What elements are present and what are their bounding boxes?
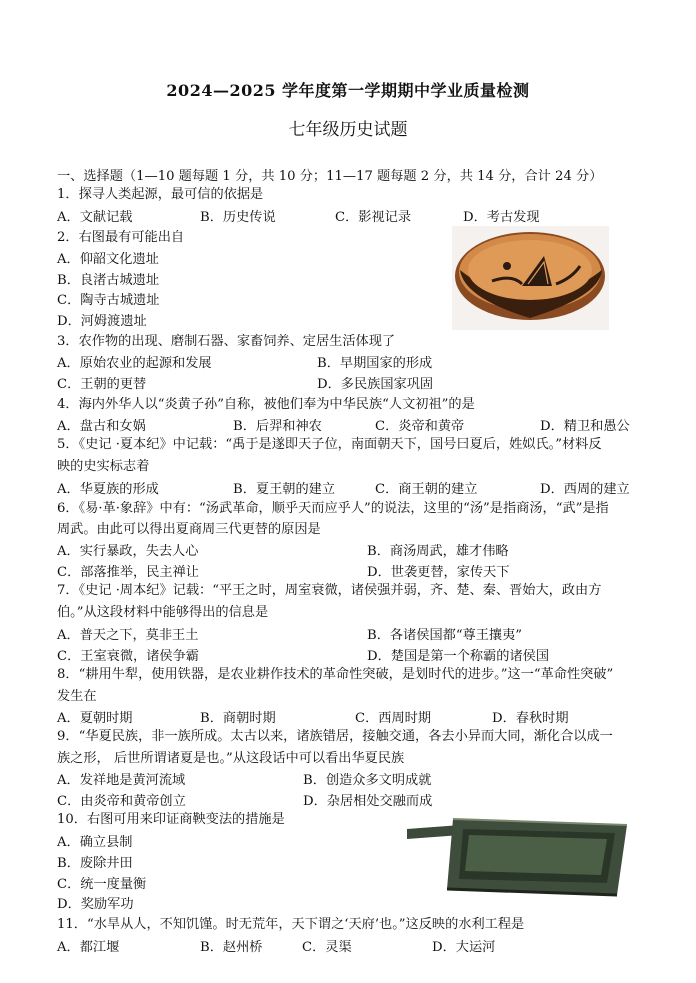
exam-subtitle: 七年级历史试题 (288, 120, 408, 140)
q1-option-a: A．文献记载 (57, 210, 133, 225)
q2-stem: 2．右图最有可能出自 (57, 230, 185, 245)
q7-option-a: A．普天之下，莫非王土 (57, 628, 199, 643)
q6-option-b: B．商汤周武，雄才伟略 (367, 544, 509, 559)
q10-option-b: B．废除井田 (57, 856, 133, 871)
q9-option-a: A．发祥地是黄河流域 (57, 773, 186, 788)
q6-option-d: D．世袭更替，家传天下 (367, 565, 510, 580)
q8-option-d: D．春秋时期 (492, 711, 569, 726)
pottery-basin-image (452, 226, 609, 330)
q8-option-c: C．西周时期 (355, 711, 432, 726)
q1-stem: 1．探寻人类起源，最可信的依据是 (57, 187, 264, 202)
q5-stem-line1: 5．《史记 ·夏本纪》中记载：“禹于是遂即天子位，南面朝天下，国号曰夏后，姓姒氏。”材料反 (57, 437, 602, 452)
q6-stem-line2: 周武。由此可以得出夏商周三代更替的原因是 (57, 522, 321, 537)
q4-option-b: B．后羿和神农 (233, 419, 322, 434)
q10-option-a: A．确立县制 (57, 835, 133, 850)
q3-option-d: D．多民族国家巩固 (317, 377, 434, 392)
q6-option-a: A．实行暴政，失去人心 (57, 544, 199, 559)
q8-option-b: B．商朝时期 (200, 711, 276, 726)
q2-option-d: D．河姆渡遗址 (57, 314, 147, 329)
q2-option-a: A．仰韶文化遗址 (57, 252, 159, 267)
q8-option-a: A．夏朝时期 (57, 711, 133, 726)
q5-option-b: B．夏王朝的建立 (233, 482, 336, 497)
q5-option-d: D．西周的建立 (540, 482, 630, 497)
section-heading: 一、选择题（1—10 题每题 1 分，共 10 分；11—17 题每题 2 分，共 14 分，合计 24 分） (57, 169, 603, 184)
q10-option-d: D．奖励军功 (57, 897, 134, 912)
q9-option-c: C．由炎帝和黄帝创立 (57, 794, 186, 809)
q7-stem-line1: 7．《史记 ·周本纪》记载：“平王之时，周室衰微，诸侯强并弱，齐、楚、秦、晋始大，政由方 (57, 583, 602, 598)
q8-stem-line1: 8．“耕用牛犁，使用铁器，是农业耕作技术的革命性突破，是划时代的进步。”这一“革命性突破” (57, 667, 614, 682)
q7-option-d: D．楚国是第一个称霸的诸侯国 (367, 649, 550, 664)
q5-option-c: C．商王朝的建立 (375, 482, 478, 497)
q4-option-a: A．盘古和女娲 (57, 419, 146, 434)
q4-option-c: C．炎帝和黄帝 (375, 419, 465, 434)
q11-option-c: C．灵渠 (302, 940, 352, 955)
q4-stem: 4．海内外华人以“炎黄子孙”自称，被他们奉为中华民族“人文初祖”的是 (57, 397, 475, 412)
q4-option-d: D．精卫和愚公 (540, 419, 630, 434)
q3-option-b: B．早期国家的形成 (317, 356, 433, 371)
q9-stem-line1: 9．“华夏民族，非一族所成。太古以来，诸族错居，接触交通，各去小异而大同，渐化合以成一 (57, 729, 613, 744)
q9-option-d: D．杂居相处交融而成 (303, 794, 433, 809)
q1-option-b: B．历史传说 (200, 210, 276, 225)
q1-option-c: C．影视记录 (335, 210, 412, 225)
q3-option-c: C．王朝的更替 (57, 377, 147, 392)
q11-option-b: B．赵州桥 (200, 940, 263, 955)
q3-option-a: A．原始农业的起源和发展 (57, 356, 212, 371)
q3-stem: 3．农作物的出现、磨制石器、家畜饲养、定居生活体现了 (57, 334, 396, 349)
q1-option-d: D．考古发现 (463, 210, 540, 225)
q9-option-b: B．创造众多文明成就 (303, 773, 432, 788)
q6-stem-line1: 6．《易·革·象辞》中有：“汤武革命，顺乎天而应乎人”的说法，这里的“汤”是指商汤，“武”是指 (57, 501, 609, 516)
q2-option-c: C．陶寺古城遗址 (57, 293, 160, 308)
q9-stem-line2: 族之形， 后世所谓诸夏是也。”从这段话中可以看出华夏民族 (57, 751, 405, 766)
q7-option-c: C．王室衰微，诸侯争霸 (57, 649, 199, 664)
q11-stem: 11．“水旱从人，不知饥馑。时无荒年，天下谓之‘天府’也。”这反映的水利工程是 (57, 917, 525, 932)
exam-title: 2024—2025 学年度第一学期期中学业质量检测 (166, 81, 530, 100)
q7-stem-line2: 伯。”从这段材料中能够得出的信息是 (57, 605, 269, 620)
q11-option-d: D．大运河 (432, 940, 496, 955)
q7-option-b: B．各诸侯国都“尊王攘夷” (367, 628, 523, 643)
q5-stem-line2: 映的史实标志着 (57, 459, 150, 474)
q10-stem: 10．右图可用来印证商鞅变法的措施是 (57, 812, 285, 827)
q6-option-c: C．部落推举，民主禅让 (57, 565, 199, 580)
q2-option-b: B．良渚古城遗址 (57, 273, 160, 288)
q11-option-a: A．都江堰 (57, 940, 120, 955)
q10-option-c: C．统一度量衡 (57, 877, 147, 892)
q8-stem-line2: 发生在 (57, 689, 97, 704)
measuring-vessel-image (403, 815, 633, 900)
q5-option-a: A．华夏族的形成 (57, 482, 159, 497)
